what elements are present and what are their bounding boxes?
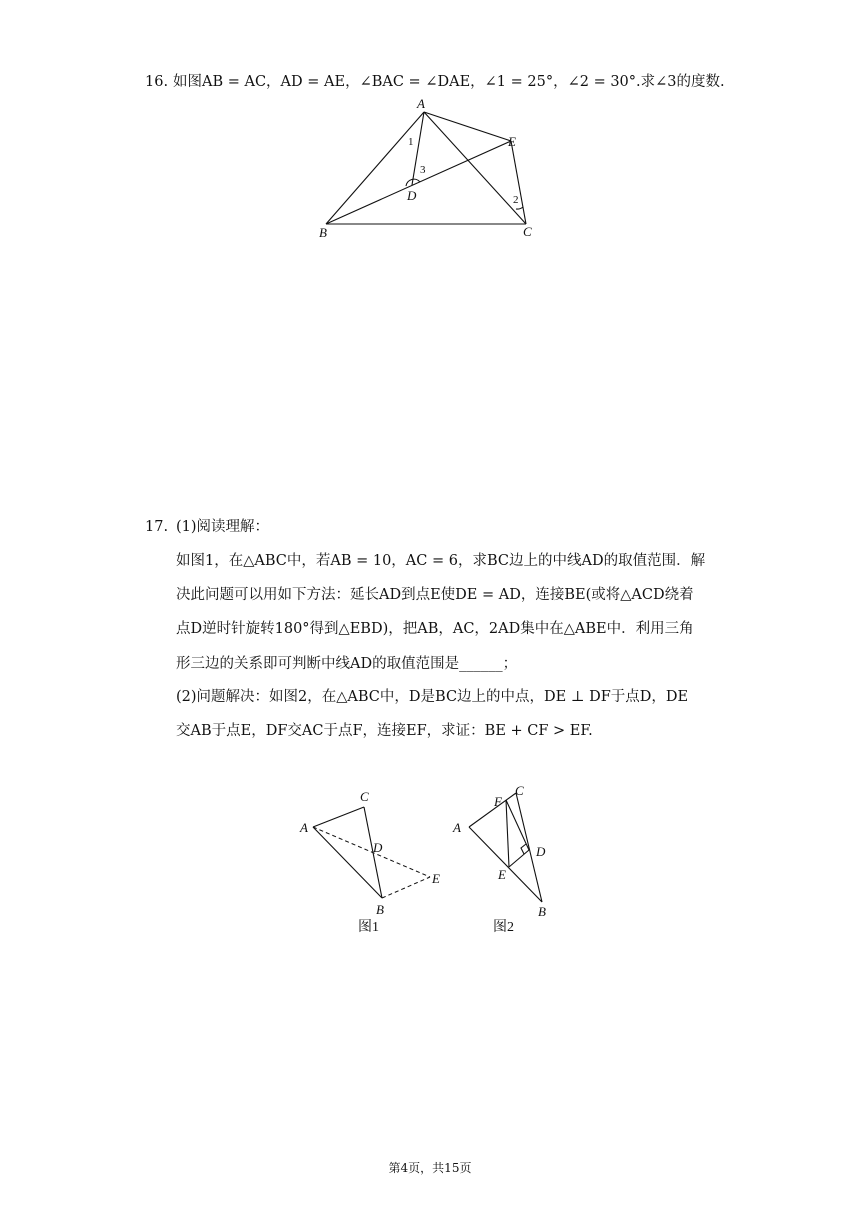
fig1-label-d: D xyxy=(373,840,383,855)
fig2-label-c: C xyxy=(515,783,524,798)
q16-label-e: E xyxy=(508,134,516,149)
question-17-figure-1 xyxy=(294,785,454,940)
fig2-label-e: E xyxy=(498,867,506,882)
fig2-label-b: B xyxy=(538,904,546,919)
question-16-text: 如图AB = AC，AD = AE，∠BAC = ∠DAE，∠1 = 25°，∠2 = 30°.求∠3的度数. xyxy=(173,74,725,90)
fig1-label-b: B xyxy=(376,902,384,917)
q16-label-d: D xyxy=(407,188,417,203)
q16-angle-2-label: 2 xyxy=(513,194,519,206)
question-17-part-1-heading: (1)阅读理解： xyxy=(176,519,270,535)
fig2-label-a: A xyxy=(453,820,461,835)
question-17-line: 点D逆时针旋转180°得到△EBD)，把AB，AC，2AD集中在△ABE中．利用三角 xyxy=(176,621,694,637)
figure-2-caption: 图2 xyxy=(493,920,514,935)
question-17-line: 形三边的关系即可判断中线AD的取值范围是______； xyxy=(176,656,518,672)
question-17-line: 如图1，在△ABC中，若AB = 10，AC = 6，求BC边上的中线AD的取值范围．解 xyxy=(176,553,706,569)
page-footer: 第4页，共15页 xyxy=(388,1161,472,1175)
q16-angle-3-label: 3 xyxy=(420,164,426,176)
q16-label-b: B xyxy=(319,225,327,240)
question-17-line: 决此问题可以用如下方法：延长AD到点E使DE = AD，连接BE(或将△ACD绕着 xyxy=(176,587,694,603)
question-16-figure xyxy=(310,96,550,242)
fig1-label-c: C xyxy=(360,789,369,804)
q16-angle-1-label: 1 xyxy=(408,136,414,148)
fig2-label-f: F xyxy=(494,794,502,809)
question-17-part-2-line: (2)问题解决：如图2，在△ABC中，D是BC边上的中点，DE ⊥ DF于点D，DE xyxy=(176,689,689,705)
question-16-number: 16. xyxy=(145,74,169,90)
fig2-label-d: D xyxy=(536,844,546,859)
fig1-label-e: E xyxy=(432,871,440,886)
question-17-number: 17. xyxy=(145,519,169,535)
question-17-line: 交AB于点E，DF交AC于点F，连接EF，求证：BE + CF > EF. xyxy=(176,723,593,739)
figure-1-caption: 图1 xyxy=(358,920,379,935)
q16-label-a: A xyxy=(417,96,425,111)
fig1-label-a: A xyxy=(300,820,308,835)
question-17-figure-2 xyxy=(448,780,558,940)
q16-label-c: C xyxy=(523,224,532,239)
